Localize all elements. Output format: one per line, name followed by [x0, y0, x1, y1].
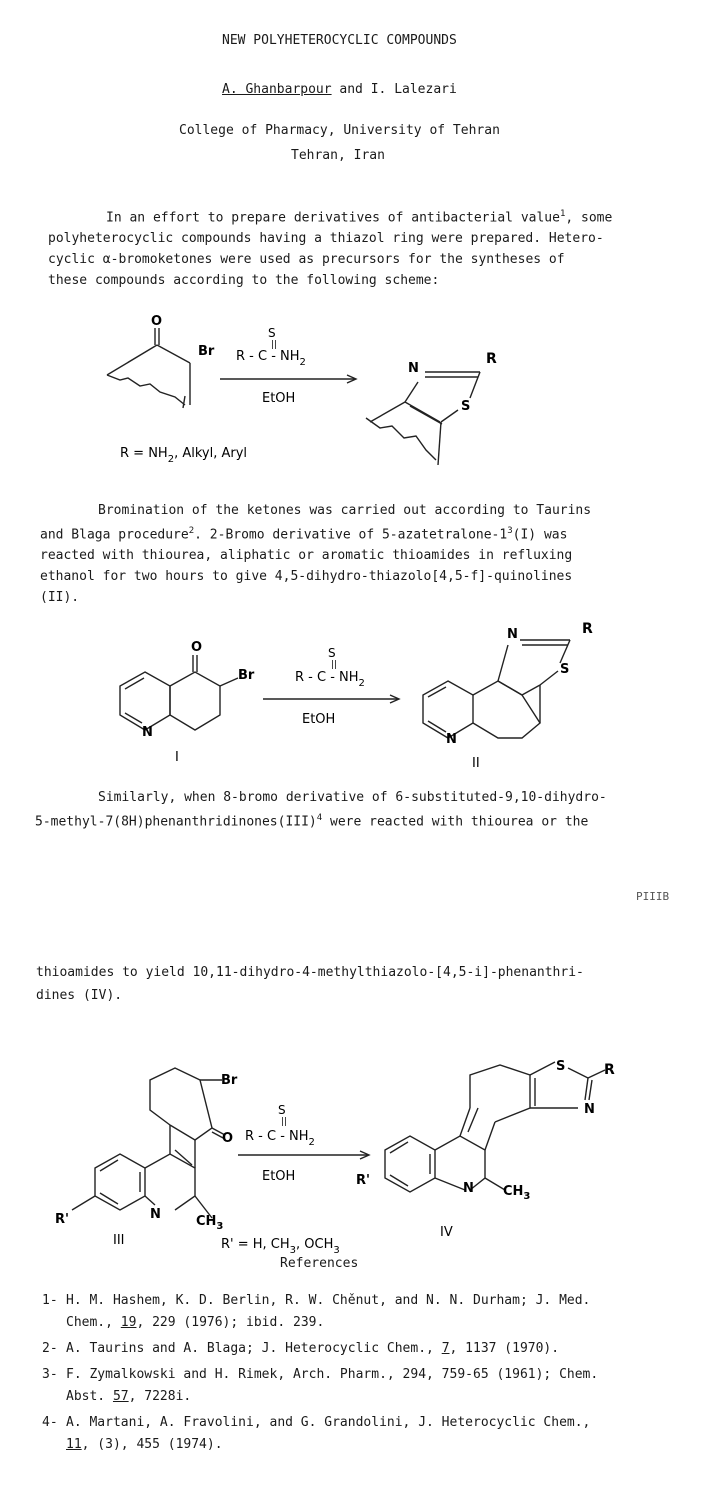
paragraph-bromination [40, 500, 591, 608]
ref-number: 3- [42, 1367, 58, 1382]
ref-line: , 1137 (1970). [449, 1341, 560, 1356]
s1-sub2: 2 [299, 357, 306, 368]
p1-line3-start: cyclic [48, 252, 103, 268]
p1-line4: these compounds according to the following scheme: [48, 273, 440, 289]
ref-number: 2- [42, 1341, 58, 1356]
p1-line1: In an effort to prepare derivatives of antibacterial value [106, 210, 560, 226]
ref-number: 1- [42, 1293, 58, 1308]
compound-label-IV: IV [440, 1225, 453, 1240]
s3-rdef-mid: , OCH [296, 1237, 334, 1252]
s1-rdef-sub: 2 [167, 454, 175, 465]
s1-rdef-rest: , Alkyl, Aryl [174, 446, 248, 461]
affiliation-line-1: College of Pharmacy, University of Tehran [179, 123, 500, 138]
author-line [222, 82, 457, 97]
s2-reagent-s: S [328, 646, 336, 660]
p3-line2-b: were reacted with thiourea or the [322, 814, 589, 830]
p4-line2: dines (IV). [36, 988, 123, 1003]
reference-4 [42, 1412, 598, 1456]
p2-line4: ethanol for two hours to give 4,5-dihydro-thiazolo[4,5-f]-quinolines [40, 569, 573, 585]
s3-rprime-IV: R' [356, 1173, 370, 1188]
p2-line2-b: . 2-Bromo derivative of 5-azatetralone-1 [194, 527, 508, 543]
paper-title: NEW POLYHETEROCYCLIC COMPOUNDS [222, 33, 457, 48]
s3-solvent: EtOH [262, 1169, 296, 1184]
s1-nitrogen: N [408, 361, 419, 376]
ref-volume: 7 [441, 1341, 450, 1356]
s2-reagent-text: R - C - NH [295, 670, 359, 685]
s2-solvent: EtOH [302, 712, 336, 727]
reference-3 [42, 1364, 598, 1408]
p2-line2-c: (I) was [512, 527, 568, 543]
ref-line: , 229 (1976); ibid. 239. [136, 1315, 325, 1330]
paragraph-similarly [35, 787, 607, 832]
p1-line2: polyheterocyclic compounds having a thiazol ring were prepared. Hetero- [48, 231, 604, 247]
references-list [42, 1290, 598, 1456]
p1-line1-end: , some [565, 210, 613, 226]
ref-line: Chem., [66, 1315, 121, 1330]
s3-thiazole-n: N [584, 1102, 595, 1117]
alpha-symbol: α [102, 252, 111, 268]
s1-reagent-text: R - C - NH [236, 349, 300, 364]
paragraph-intro [48, 204, 612, 291]
s1-reagent-s: S [268, 326, 276, 340]
reference-2 [42, 1338, 598, 1360]
s3-r-group: R [604, 1062, 615, 1078]
page-code: PIIIB [636, 890, 670, 903]
s1-reagent [236, 349, 306, 368]
s2-double-bond: || [331, 660, 338, 670]
s1-r-definition [120, 446, 247, 465]
scheme-1 [0, 300, 704, 480]
s1-bromine: Br [198, 344, 215, 359]
scheme-3 [0, 1050, 704, 1280]
s1-sulfur: S [461, 399, 471, 414]
p2-line5: (II). [40, 590, 80, 606]
ref-line: F. Zymalkowski and H. Rimek, Arch. Pharm., 294, 759-65 (1961); Chem. [66, 1367, 599, 1382]
s3-nitrogen-III: N [150, 1207, 161, 1222]
s3-ch-IV: CH [503, 1184, 524, 1199]
author-rest: and I. Lalezari [331, 82, 457, 97]
s1-solvent: EtOH [262, 391, 296, 406]
ref-line: , (3), 455 (1974). [81, 1437, 223, 1452]
s1-oxygen: O [151, 314, 163, 329]
p3-line2-a: 5-methyl-7(8H)phenanthridinones(III) [35, 814, 317, 830]
p2-line2-a: and Blaga procedure [40, 527, 189, 543]
s3-rdef-sub1: 3 [289, 1245, 297, 1256]
author-first: A. Ghanbarpour [222, 82, 332, 97]
s3-rdef-text: R' = H, CH [221, 1237, 290, 1252]
ref-volume: 19 [120, 1315, 137, 1330]
s3-sulfur: S [556, 1059, 566, 1074]
p3-line1: Similarly, when 8-bromo derivative of 6-substituted-9,10-dihydro- [98, 790, 607, 805]
s2-oxygen: O [191, 640, 203, 655]
s3-reagent-text: R - C - NH [245, 1129, 309, 1144]
references-heading: References [280, 1256, 359, 1271]
s3-rdef-sub2: 3 [333, 1245, 340, 1256]
s3-rprime-definition [221, 1237, 340, 1256]
s2-nitrogen-I: N [142, 725, 153, 740]
p4-line1: thioamides to yield 10,11-dihydro-4-methylthiazolo-[4,5-i]-phenanthri- [36, 965, 584, 980]
ref-volume: 57 [112, 1389, 129, 1404]
s3-ch-III: CH [196, 1214, 217, 1229]
compound-label-II: II [472, 756, 480, 771]
s3-methyl-IV [503, 1184, 530, 1202]
ref-number: 4- [42, 1415, 58, 1430]
superscript-ref1: 1 [559, 209, 566, 219]
s2-r-group: R [582, 621, 593, 637]
s3-sub3-III: 3 [216, 1221, 224, 1232]
s1-rdef-text: R = NH [120, 446, 168, 461]
s3-reagent [245, 1129, 315, 1148]
s2-pyridine-n-II: N [446, 732, 457, 747]
s2-sulfur: S [560, 662, 570, 677]
ref-line: , 7228i. [128, 1389, 192, 1404]
s3-double-bond: || [281, 1117, 288, 1127]
ref-line: A. Martani, A. Fravolini, and G. Grandolini, J. Heterocyclic Chem., [66, 1415, 591, 1430]
s3-bromine: Br [221, 1073, 238, 1088]
s2-sub2: 2 [358, 678, 365, 689]
s3-nitrogen-IV: N [463, 1181, 474, 1196]
reference-1 [42, 1290, 598, 1334]
ref-line: A. Taurins and A. Blaga; J. Heterocyclic Chem., [66, 1341, 442, 1356]
s2-nitrogen-II: N [507, 627, 518, 642]
paragraph-thioamides [36, 962, 584, 1006]
p2-line3: reacted with thiourea, aliphatic or aromatic thioamides in refluxing [40, 548, 573, 564]
ref-volume: 11 [66, 1437, 82, 1452]
s3-reagent-s: S [278, 1103, 286, 1117]
compound-label-I: I [175, 750, 179, 765]
p1-line3: -bromoketones were used as precursors for the syntheses of [110, 252, 565, 268]
ref-line: H. M. Hashem, K. D. Berlin, R. W. Chěnut, and N. N. Durham; J. Med. [66, 1293, 591, 1308]
s1-r-group: R [486, 351, 497, 367]
s3-rprime-III: R' [55, 1212, 69, 1227]
s2-bromine: Br [238, 668, 255, 683]
superscript-ref4: 4 [316, 813, 323, 823]
scheme-2 [0, 615, 704, 775]
affiliation-line-2: Tehran, Iran [291, 148, 385, 163]
compound-label-III: III [113, 1233, 125, 1248]
s3-methyl-III [196, 1214, 223, 1232]
superscript-ref2: 2 [188, 526, 195, 536]
s3-sub3-IV: 3 [523, 1191, 531, 1202]
ref-line: Abst. [66, 1389, 113, 1404]
superscript-ref3: 3 [507, 526, 513, 536]
p2-line1: Bromination of the ketones was carried out according to Taurins [98, 503, 592, 518]
s3-oxygen: O [222, 1131, 234, 1146]
s3-sub2: 2 [308, 1137, 315, 1148]
s1-double-bond: || [271, 340, 278, 350]
s2-reagent [295, 670, 365, 689]
